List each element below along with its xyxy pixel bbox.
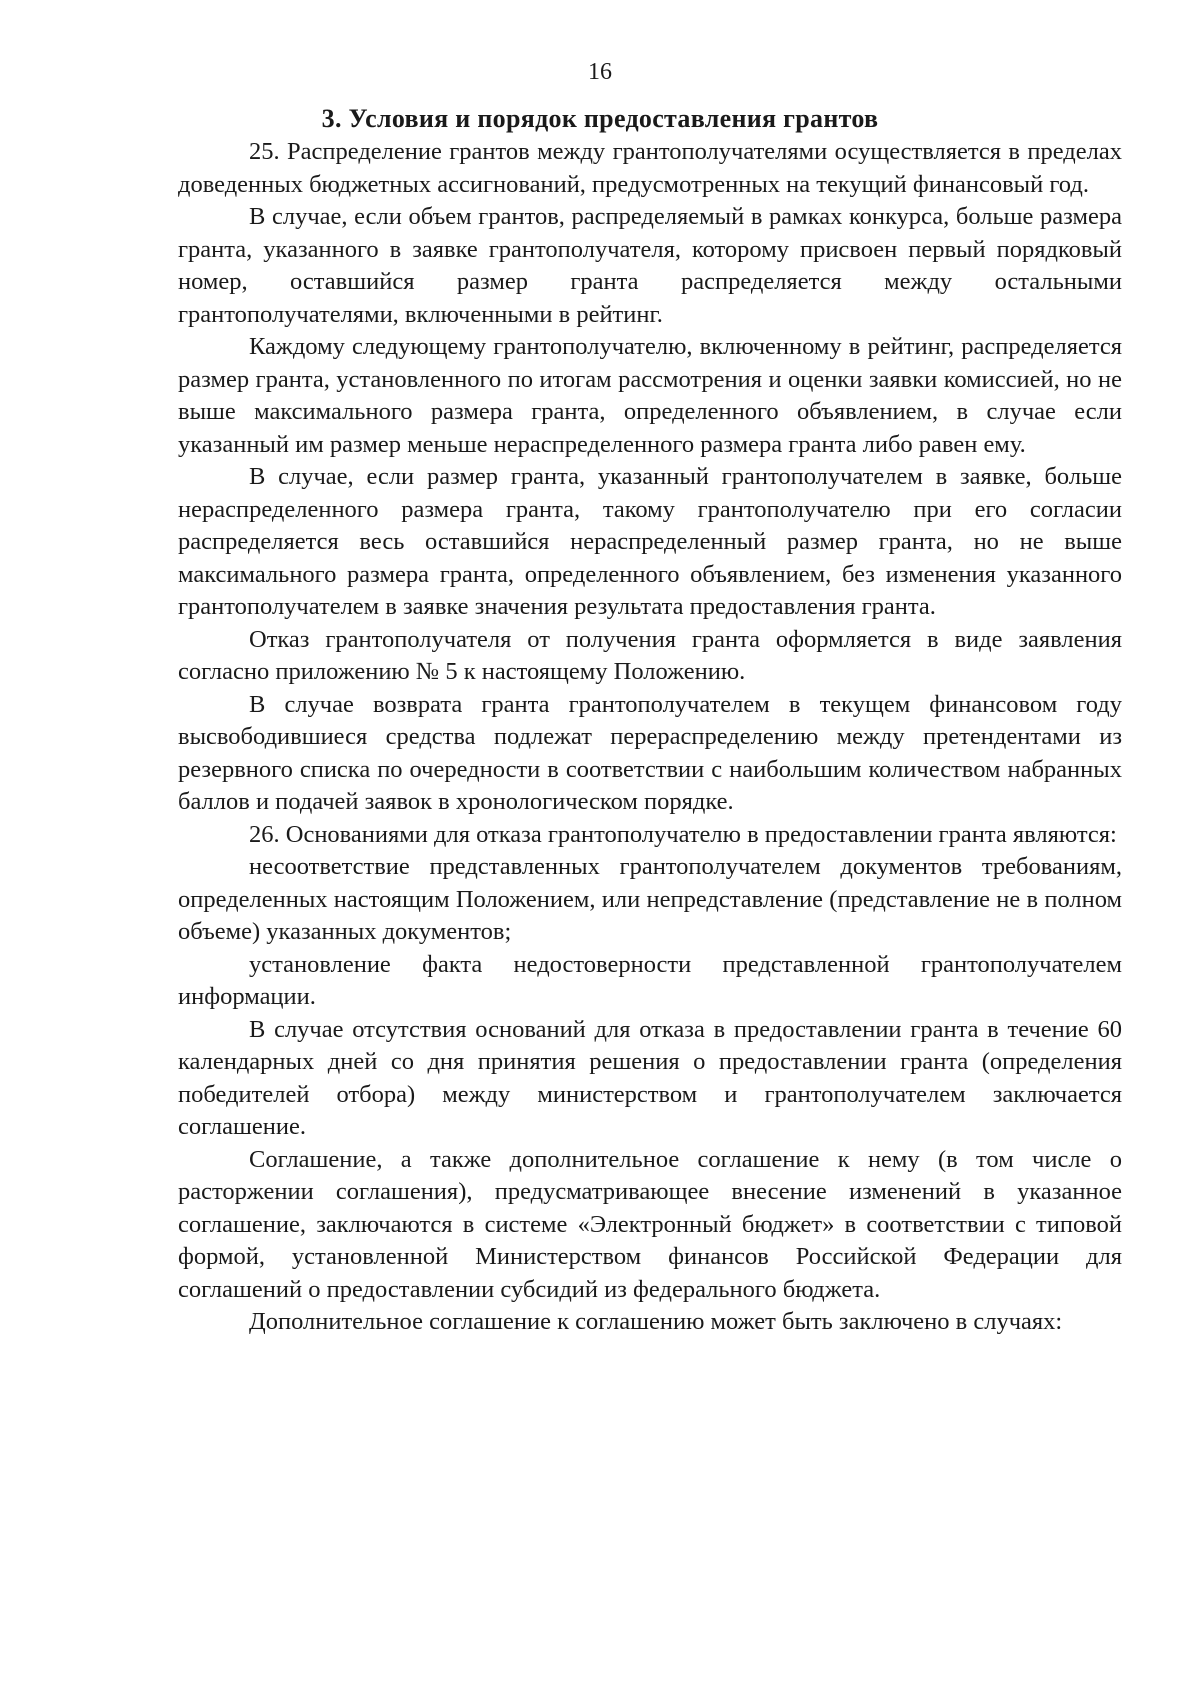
paragraph: В случае отсутствия оснований для отказа в предоставлении гранта в течение 60 календарных дней со дня принятия решения о предоставлении гранта (определения победителей отбора) между министерством и грантополучателем заключается соглашение. bbox=[178, 1015, 1122, 1140]
page-number: 16 bbox=[588, 59, 612, 85]
paragraph: установление факта недостоверности представленной грантополучателем информации. bbox=[178, 950, 1122, 1010]
paragraph: Отказ грантополучателя от получения гранта оформляется в виде заявления согласно приложению № 5 к настоящему Положению. bbox=[178, 625, 1122, 685]
paragraph: В случае возврата гранта грантополучателем в текущем финансовом году высвободившиеся средства подлежат перераспределению между претендентами из резервного списка по очередности в соответствии с наибольшим количеством набранных баллов и подачей заявок в хронологическом порядке. bbox=[178, 690, 1122, 815]
paragraph: В случае, если объем грантов, распределяемый в рамках конкурса, больше размера гранта, указанного в заявке грантополучателя, которому присвоен первый порядковый номер, оставшийся размер гранта распределяется между остальными грантополучателями, включенными в рейтинг. bbox=[178, 203, 1122, 328]
document-body bbox=[178, 136, 1122, 1339]
paragraph: В случае, если размер гранта, указанный грантополучателем в заявке, больше нераспределенного размера гранта, такому грантополучателю при его согласии распределяется весь оставшийся нераспределенный размер гранта, но не выше максимального размера гранта, определенного объявлением, без изменения указанного грантополучателем в заявке значения результата предоставления гранта. bbox=[178, 463, 1122, 620]
paragraph: Каждому следующему грантополучателю, включенному в рейтинг, распределяется размер гранта, установленного по итогам рассмотрения и оценки заявки комиссией, но не выше максимального размера гранта, определенного объявлением, в случае если указанный им размер меньше нераспределенного размера гранта либо равен ему. bbox=[178, 333, 1122, 458]
paragraph: Дополнительное соглашение к соглашению может быть заключено в случаях: bbox=[249, 1308, 1063, 1335]
paragraph: 26. Основаниями для отказа грантополучателю в предоставлении гранта являются: bbox=[249, 820, 1117, 848]
paragraph: несоответствие представленных грантополучателем документов требованиям, определенных настоящим Положением, или непредставление (представление не в полном объеме) указанных документов; bbox=[178, 853, 1122, 945]
paragraph: Соглашение, а также дополнительное соглашение к нему (в том числе о расторжении соглашения), предусматривающее внесение изменений в указанное соглашение, заключаются в системе «Электронный бюджет» в соответствии с типовой формой, установленной Министерством финансов Российской Федерации для соглашений о предоставлении субсидий из федерального бюджета. bbox=[178, 1145, 1122, 1303]
paragraph: 25. Распределение грантов между грантополучателями осуществляется в пределах доведенных бюджетных ассигнований, предусмотренных на текущий финансовый год. bbox=[178, 138, 1122, 198]
section-title: 3. Условия и порядок предоставления грантов bbox=[321, 104, 879, 133]
